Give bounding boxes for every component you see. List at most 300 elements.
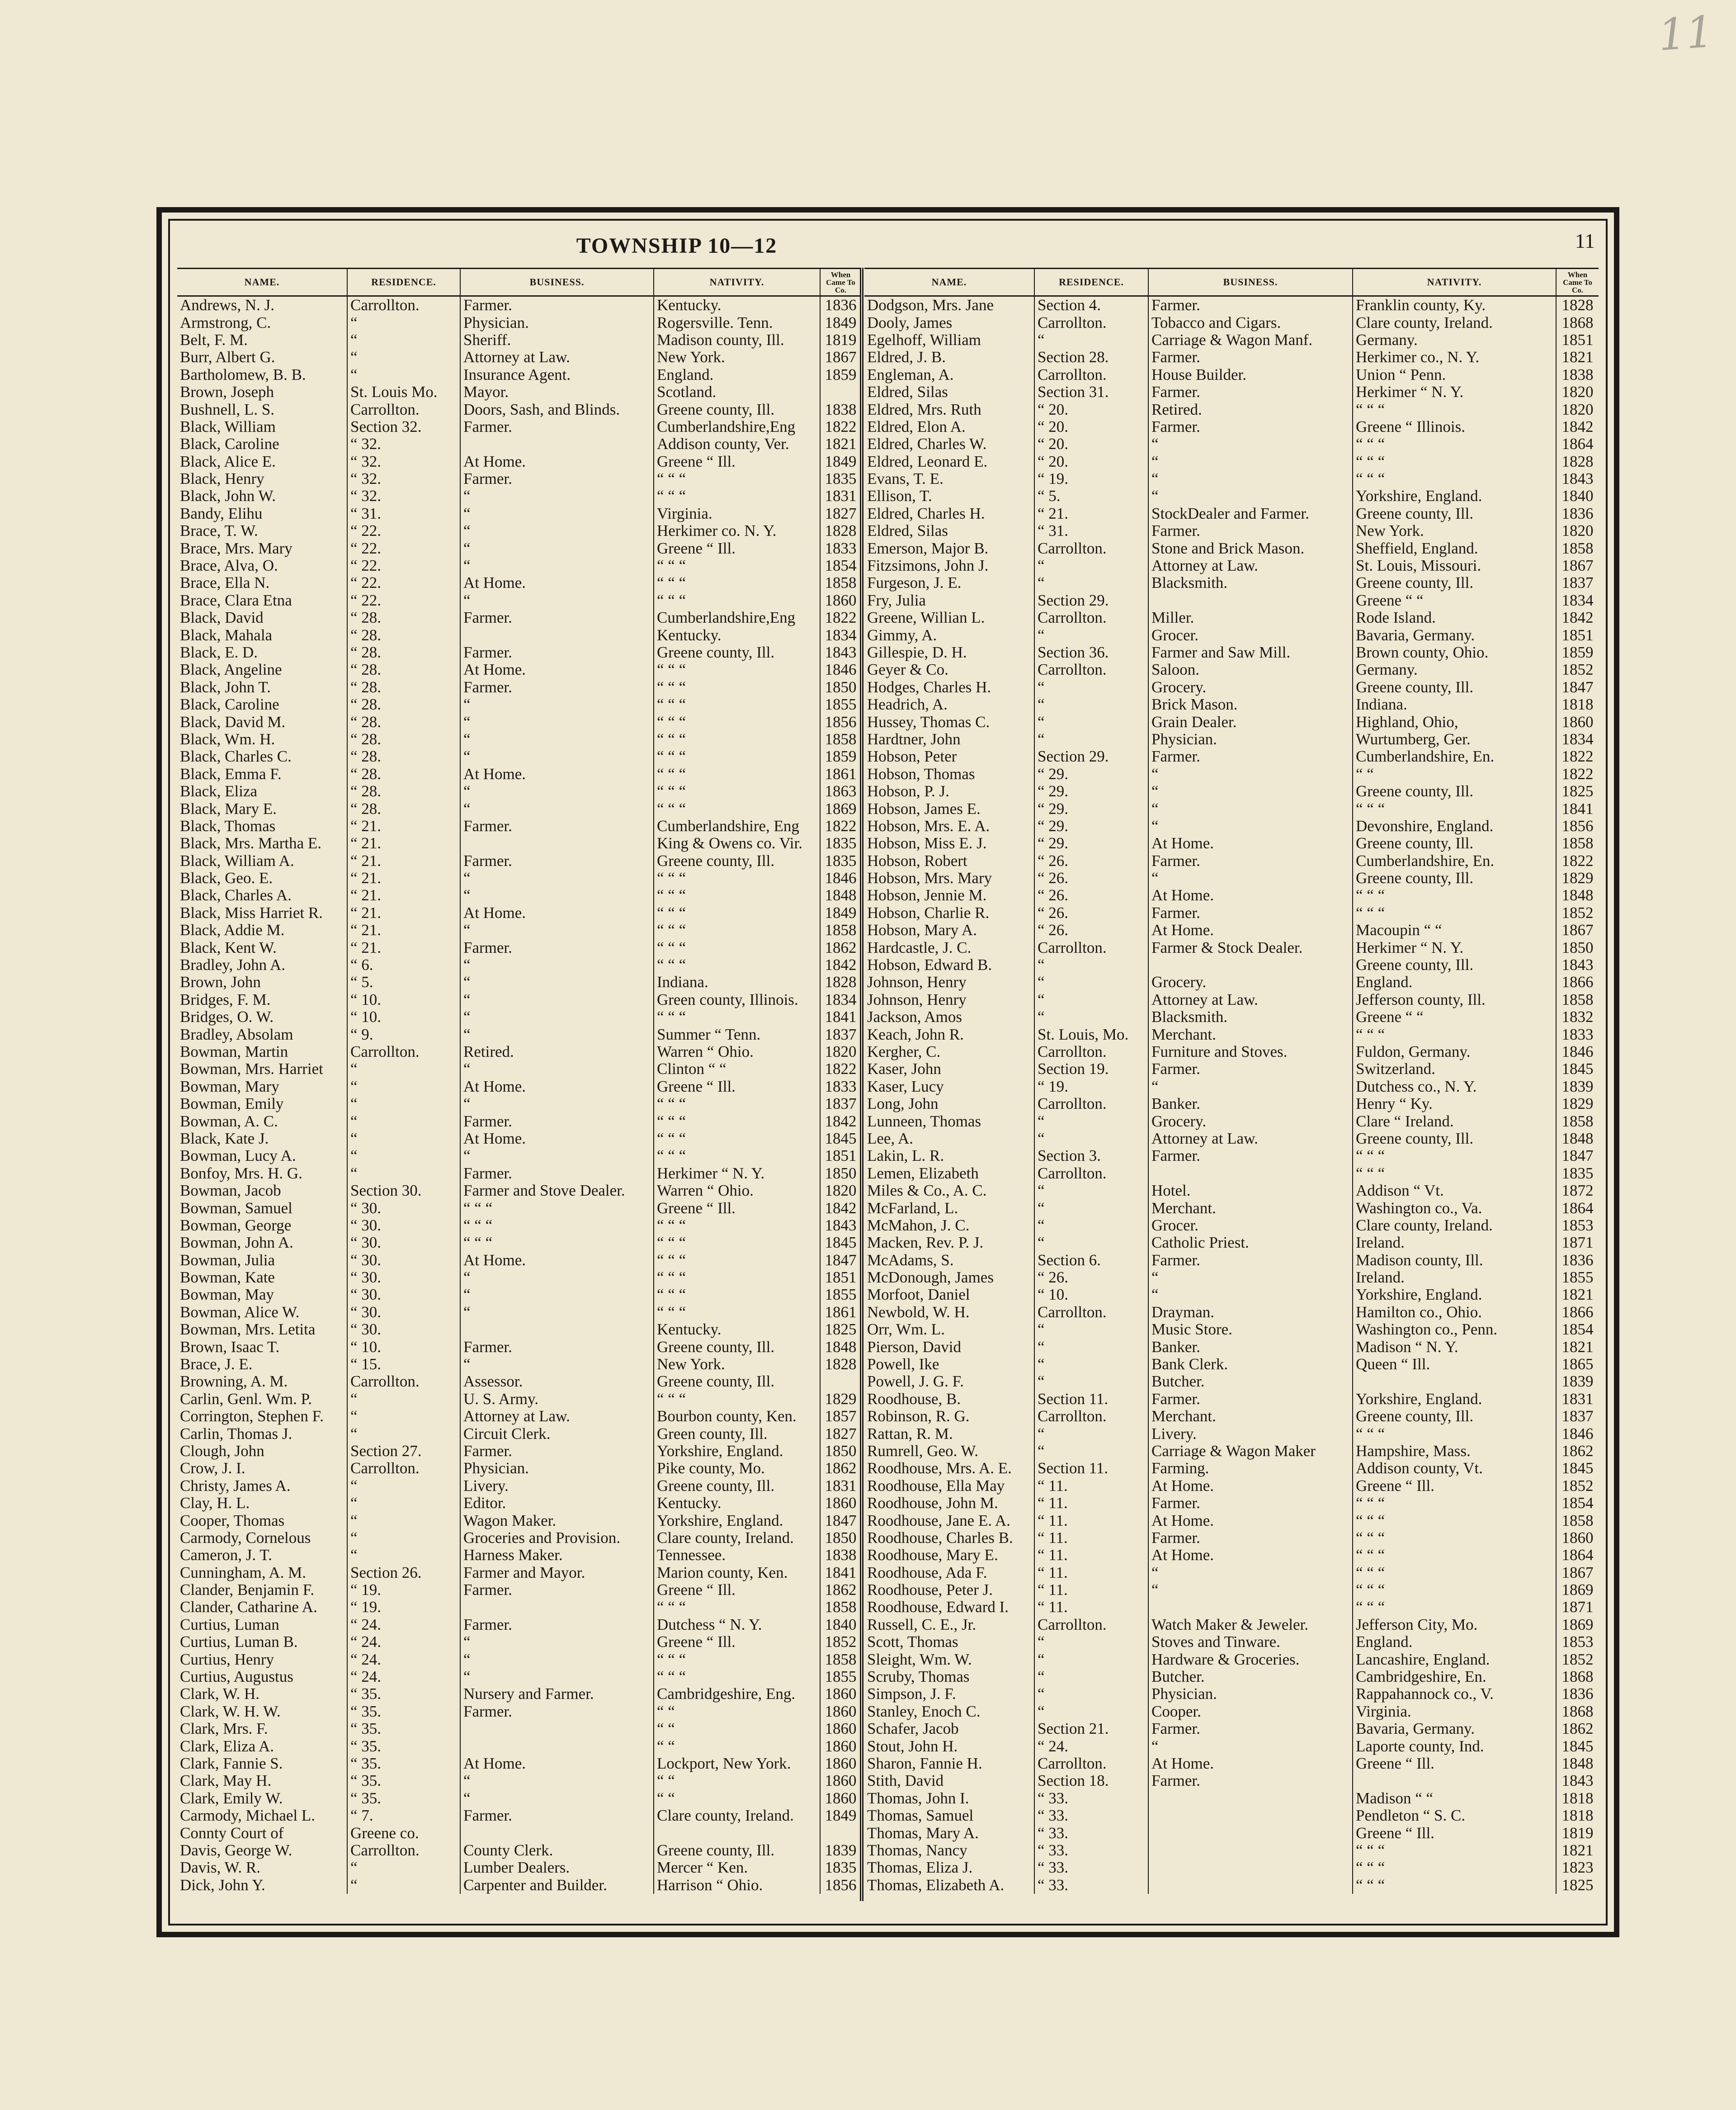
business-cell [1148,956,1353,974]
table-row [864,1338,1599,1355]
year-cell: 1833 [825,539,857,557]
business-cell: Nursery and Farmer. [460,1685,654,1703]
table-row [177,1078,861,1095]
nativity-cell: King & Owens co. Vir. [654,835,820,852]
year-cell: 1858 [825,922,857,939]
name-cell: Fitzsimons, John J. [864,557,1034,574]
year-cell: 1872 [1561,1182,1594,1200]
business-cell [1148,1790,1353,1807]
name-cell: Black, David [177,609,347,626]
nativity-cell: Herkimer “ N. Y. [654,1165,820,1182]
business-cell: Farmer. [460,679,654,696]
residence-cell: “ 28. [347,731,460,748]
name-cell: Roodhouse, Ella May [864,1477,1034,1495]
table-row [864,1790,1599,1807]
business-cell: Physician. [460,314,654,331]
table-row [864,1251,1599,1268]
name-cell: Curtius, Henry [177,1651,347,1668]
name-cell: Emerson, Major B. [864,539,1034,557]
nativity-cell: “ “ “ [654,939,820,956]
nativity-cell: “ “ “ [654,679,820,696]
name-cell: Bowman, Emily [177,1095,347,1112]
name-cell: Stith, David [864,1772,1034,1789]
table-row [177,366,861,383]
table-row [864,1182,1599,1199]
name-cell: Brace, T. W. [177,522,347,539]
business-cell: Farmer. [460,1581,654,1599]
year-cell: 1860 [825,1789,857,1807]
year-cell: 1850 [825,1164,857,1182]
table-row [177,1824,861,1841]
table-row [864,1599,1599,1616]
name-cell: Black, Thomas [177,818,347,835]
residence-cell: “ 30. [347,1321,460,1338]
nativity-cell: “ “ “ [654,956,820,974]
nativity-cell: “ “ “ [654,1651,820,1668]
table-row [864,557,1599,574]
table-row [177,783,861,800]
residence-cell: “ 29. [1034,800,1148,817]
table-row [864,1737,1599,1755]
business-cell: “ [460,1026,654,1043]
residence-cell: “ 21. [347,852,460,870]
business-cell: U. S. Army. [460,1391,654,1408]
table-row [864,1512,1599,1529]
name-cell: Bridges, O. W. [177,1008,347,1026]
table-row [864,904,1599,922]
name-cell: Keach, John R. [864,1026,1034,1043]
business-cell: At Home. [460,1078,654,1095]
business-cell: Banker. [1148,1338,1353,1355]
nativity-cell: Hamilton co., Ohio. [1353,1304,1556,1321]
year-cell: 1868 [1561,1703,1594,1720]
nativity-cell: Clare county, Ireland. [1353,1217,1556,1234]
year-cell: 1851 [825,1147,857,1165]
business-cell: Farmer. [460,418,654,435]
year-cell: 1856 [1561,817,1594,835]
residence-cell: Section 3. [1034,1147,1148,1164]
nativity-cell: England. [654,366,820,383]
table-row [864,1356,1599,1373]
year-cell: 1822 [1561,765,1594,783]
nativity-cell: Greene county, Ill. [654,1338,820,1355]
nativity-cell: New York. [654,1356,820,1373]
year-cell: 1869 [1561,1616,1594,1633]
name-cell: Black, Kate J. [177,1130,347,1147]
nativity-cell: Greene county, Ill. [654,1373,820,1390]
business-cell: Farmer. [460,818,654,835]
name-cell: Powell, J. G. F. [864,1373,1034,1390]
year-cell: 1841 [825,1564,857,1581]
name-cell: Clark, May H. [177,1772,347,1789]
business-cell: Grain Dealer. [1148,713,1353,730]
table-row [864,1755,1599,1772]
table-row [177,1737,861,1755]
nativity-cell: England. [1353,974,1556,991]
residence-cell: “ 21. [347,870,460,887]
nativity-cell: Kentucky. [654,1321,820,1338]
business-cell: Farmer. [460,609,654,626]
table-row [177,349,861,366]
name-cell: Bowman, Mrs. Harriet [177,1060,347,1078]
name-cell: Bowman, George [177,1217,347,1234]
table-row [177,609,861,626]
year-cell: 1837 [825,1026,857,1043]
nativity-cell: Greene “ Ill. [654,1633,820,1651]
nativity-cell: Kentucky. [654,626,820,643]
year-cell: 1841 [1561,800,1594,818]
nativity-cell: Fuldon, Germany. [1353,1043,1556,1060]
name-cell: Headrich, A. [864,696,1034,713]
name-cell: Hobson, Mrs. E. A. [864,818,1034,835]
year-cell [820,383,861,401]
year-cell: 1819 [1561,1824,1594,1842]
nativity-cell: New York. [1353,522,1556,539]
business-cell [460,1824,654,1841]
residence-cell: “ 31. [347,505,460,522]
nativity-cell: “ “ “ [1353,435,1556,453]
table-row [864,1651,1599,1668]
business-cell: “ [1148,818,1353,835]
business-cell [460,1720,654,1737]
business-cell: “ [460,487,654,505]
residence-cell: “ 20. [1034,401,1148,418]
residence-cell: “ [347,1095,460,1112]
year-cell: 1867 [825,349,857,366]
nativity-cell: Lockport, New York. [654,1755,820,1772]
table-row [177,1668,861,1685]
business-cell: Mayor. [460,383,654,401]
residence-cell: Carrollton. [1034,1755,1148,1772]
year-cell: 1845 [1561,1460,1594,1477]
name-cell: Davis, W. R. [177,1859,347,1876]
residence-cell: “ [1034,1112,1148,1130]
residence-cell: “ [347,1078,460,1095]
nativity-cell: “ “ “ [1353,1599,1556,1616]
name-cell: Black, E. D. [177,644,347,661]
year-cell: 1822 [825,609,857,627]
residence-cell: “ 28. [347,626,460,643]
table-row [177,1251,861,1268]
year-cell: 1856 [825,1876,857,1894]
business-cell: Furniture and Stoves. [1148,1043,1353,1060]
nativity-cell: “ “ “ [654,783,820,800]
name-cell: Roodhouse, Charles B. [864,1529,1034,1547]
business-cell: “ [1148,870,1353,887]
residence-cell: “ [1034,696,1148,713]
nativity-cell: “ “ “ [654,1095,820,1112]
nativity-cell: Bavaria, Germany. [1353,626,1556,643]
residence-cell: “ 30. [347,1234,460,1251]
name-cell: Brace, Alva, O. [177,557,347,574]
table-row [864,574,1599,591]
year-cell [820,1824,861,1841]
year-cell: 1837 [1561,1408,1594,1425]
name-cell: Gillespie, D. H. [864,644,1034,661]
nativity-cell: Green county, Illinois. [654,991,820,1008]
residence-column-header: RESIDENCE. [347,269,460,296]
business-cell: Physician. [1148,731,1353,748]
directory-table-right [864,268,1599,1894]
nativity-cell: “ “ “ [1353,887,1556,904]
name-cell: Eldred, Elon A. [864,418,1034,435]
nativity-cell: Clare county, Ireland. [654,1529,820,1547]
business-cell: Merchant. [1148,1026,1353,1043]
business-cell: Grocery. [1148,679,1353,696]
year-cell: 1853 [1561,1633,1594,1651]
year-cell: 1866 [1561,974,1594,991]
residence-cell: “ 24. [347,1668,460,1685]
name-cell: Carmody, Michael L. [177,1807,347,1824]
residence-cell: “ 24. [347,1651,460,1668]
table-row [864,1495,1599,1512]
nativity-cell: Scotland. [654,383,820,401]
nativity-cell: Yorkshire, England. [1353,1286,1556,1303]
nativity-cell: “ “ “ [654,748,820,765]
name-cell: Bowman, Kate [177,1269,347,1286]
name-cell: Roodhouse, Jane E. A. [864,1512,1034,1529]
year-cell: 1858 [1561,991,1594,1008]
business-cell: Grocery. [1148,1112,1353,1130]
page-title: TOWNSHIP 10—12 [576,234,778,258]
nativity-cell: Sheffield, England. [1353,539,1556,557]
business-cell: Banker. [1148,1095,1353,1112]
residence-cell: “ 11. [1034,1564,1148,1581]
name-cell: Armstrong, C. [177,314,347,331]
year-cell: 1828 [825,1355,857,1373]
residence-cell: Section 29. [1034,748,1148,765]
residence-cell: Section 36. [1034,644,1148,661]
residence-cell: “ 21. [347,818,460,835]
residence-cell: “ [1034,1182,1148,1199]
residence-cell: “ [347,1165,460,1182]
name-cell: Black, William A. [177,852,347,870]
table-row [177,1599,861,1616]
year-cell: 1852 [825,1633,857,1651]
table-row [864,887,1599,904]
name-cell: Carmody, Cornelous [177,1529,347,1547]
year-cell: 1839 [1561,1373,1594,1391]
nativity-cell: Indiana. [654,974,820,991]
name-cell: Kaser, Lucy [864,1078,1034,1095]
name-cell: Browning, A. M. [177,1373,347,1390]
business-cell [1148,1877,1353,1894]
table-row [177,539,861,557]
year-cell: 1834 [1561,591,1594,609]
name-cell: Curtius, Augustus [177,1668,347,1685]
year-cell: 1869 [825,800,857,818]
residence-cell: “ [1034,1217,1148,1234]
nativity-cell: Tennessee. [654,1547,820,1564]
business-cell: Watch Maker & Jeweler. [1148,1616,1353,1633]
table-row [864,1095,1599,1112]
residence-cell: “ [347,1391,460,1408]
business-cell: Livery. [460,1477,654,1495]
year-cell: 1864 [1561,1547,1594,1564]
residence-cell: “ 19. [1034,470,1148,487]
year-cell: 1846 [1561,1043,1594,1060]
residence-cell: “ [1034,1356,1148,1373]
year-cell: 1818 [1561,1789,1594,1807]
nativity-cell: “ “ “ [654,1217,820,1234]
year-cell: 1822 [1561,748,1594,766]
nativity-cell: Devonshire, England. [1353,818,1556,835]
business-cell: At Home. [460,766,654,783]
business-cell: Grocer. [1148,626,1353,643]
table-row [864,1408,1599,1425]
year-cell: 1860 [1561,713,1594,731]
name-cell: Roodhouse, John M. [864,1495,1034,1512]
residence-cell: “ [1034,331,1148,349]
name-cell: Bowman, Mrs. Letita [177,1321,347,1338]
name-cell: Clark, W. H. [177,1685,347,1703]
year-cell: 1820 [825,1182,857,1200]
name-cell: Carlin, Genl. Wm. P. [177,1391,347,1408]
name-cell: Dodgson, Mrs. Jane [864,296,1034,314]
year-cell: 1838 [1561,366,1594,383]
name-cell: Roodhouse, Edward I. [864,1599,1034,1616]
year-cell: 1858 [1561,539,1594,557]
year-cell: 1829 [825,1390,857,1408]
year-cell: 1848 [1561,887,1594,904]
nativity-cell: “ “ “ [654,1304,820,1321]
nativity-cell: Warren “ Ohio. [654,1043,820,1060]
year-cell: 1829 [1561,1095,1594,1113]
residence-cell: Section 29. [1034,592,1148,609]
year-cell: 1845 [825,1234,857,1252]
year-cell: 1820 [1561,401,1594,418]
table-row [177,505,861,522]
name-cell: Lemen, Elizabeth [864,1165,1034,1182]
year-cell: 1821 [1561,349,1594,366]
year-cell: 1819 [825,331,857,349]
year-cell: 1821 [1561,1286,1594,1304]
business-cell: At Home. [1148,1547,1353,1564]
business-cell: Stoves and Tinware. [1148,1633,1353,1651]
business-cell [460,1737,654,1755]
table-row [864,1564,1599,1581]
name-cell: Hobson, Mrs. Mary [864,870,1034,887]
nativity-cell: St. Louis, Missouri. [1353,557,1556,574]
nativity-cell: “ “ [654,1720,820,1737]
year-cell: 1861 [825,765,857,783]
nativity-cell: Macoupin “ “ [1353,922,1556,939]
nativity-cell: Greene county, Ill. [654,1842,820,1859]
name-cell: Bowman, May [177,1286,347,1303]
nativity-cell: Herkimer “ N. Y. [1353,939,1556,956]
residence-cell: “ 21. [347,887,460,904]
nativity-cell: Cumberlandshire,Eng [654,418,820,435]
name-cell: Thomas, John I. [864,1790,1034,1807]
business-cell: Farmer. [460,644,654,661]
residence-cell: “ 32. [347,453,460,470]
table-row [177,1425,861,1442]
nativity-cell: Greene county, Ill. [1353,505,1556,522]
residence-cell: “ 24. [347,1633,460,1651]
name-cell: Newbold, W. H. [864,1304,1034,1321]
name-cell: Black, Wm. H. [177,731,347,748]
nativity-cell: “ “ “ [654,470,820,487]
nativity-column-header: NATIVITY. [1353,269,1556,296]
table-row [864,1147,1599,1164]
residence-cell: “ 19. [347,1599,460,1616]
name-cell: Hobson, Peter [864,748,1034,765]
residence-cell: Section 11. [1034,1460,1148,1477]
name-cell: Egelhoff, William [864,331,1034,349]
residence-cell: “ 26. [1034,887,1148,904]
year-cell: 1825 [825,1321,857,1339]
nativity-cell: “ “ “ [1353,1512,1556,1529]
business-cell: Drayman. [1148,1304,1353,1321]
table-row [864,349,1599,366]
table-row [864,505,1599,522]
name-cell: Kaser, John [864,1060,1034,1078]
year-cell: 1849 [825,904,857,922]
year-cell: 1850 [825,678,857,696]
year-cell: 1827 [825,1425,857,1443]
name-cell: Pierson, David [864,1338,1034,1355]
nativity-cell: “ “ [1353,766,1556,783]
name-cell: Hardtner, John [864,731,1034,748]
residence-cell: “ 28. [347,766,460,783]
residence-cell: “ [347,1425,460,1442]
year-cell: 1845 [1561,1060,1594,1078]
year-cell: 1828 [825,522,857,540]
name-cell: Clark, Emily W. [177,1790,347,1807]
nativity-cell: “ “ [654,1737,820,1755]
year-cell: 1832 [1561,1008,1594,1026]
name-cell: Bowman, Martin [177,1043,347,1060]
residence-cell: “ 32. [347,435,460,453]
year-cell: 1835 [825,852,857,870]
table-row [177,1495,861,1512]
residence-cell: “ [1034,1321,1148,1338]
nativity-cell: “ “ “ [654,1391,820,1408]
name-cell: McAdams, S. [864,1251,1034,1268]
residence-cell: “ [1034,974,1148,991]
residence-cell: “ 9. [347,1026,460,1043]
table-row [177,748,861,765]
table-row [864,487,1599,505]
year-cell: 1860 [825,1737,857,1755]
business-cell: Butcher. [1148,1668,1353,1685]
year-cell: 1843 [1561,470,1594,488]
business-cell: “ [460,1147,654,1164]
nativity-cell: Yorkshire, England. [1353,1391,1556,1408]
business-cell: Attorney at Law. [1148,557,1353,574]
business-cell: “ [460,592,654,609]
nativity-cell: Madison county, Ill. [654,331,820,349]
name-cell: Kergher, C. [864,1043,1034,1060]
year-cell: 1821 [825,435,857,453]
residence-cell: “ 28. [347,679,460,696]
residence-cell: “ 19. [1034,1078,1148,1095]
residence-cell: “ [1034,1234,1148,1251]
business-cell: At Home. [1148,835,1353,852]
year-cell: 1820 [825,1043,857,1060]
year-cell: 1855 [1561,1268,1594,1287]
table-row [864,453,1599,470]
year-cell: 1818 [1561,1807,1594,1825]
residence-cell: “ 21. [347,939,460,956]
table-row [177,1443,861,1460]
business-cell: “ [460,1772,654,1789]
nativity-cell: “ “ “ [1353,1147,1556,1164]
nativity-cell: “ “ [654,1772,820,1789]
residence-cell: “ 35. [347,1703,460,1720]
business-cell: Hotel. [1148,1182,1353,1199]
year-cell: 1859 [825,748,857,766]
